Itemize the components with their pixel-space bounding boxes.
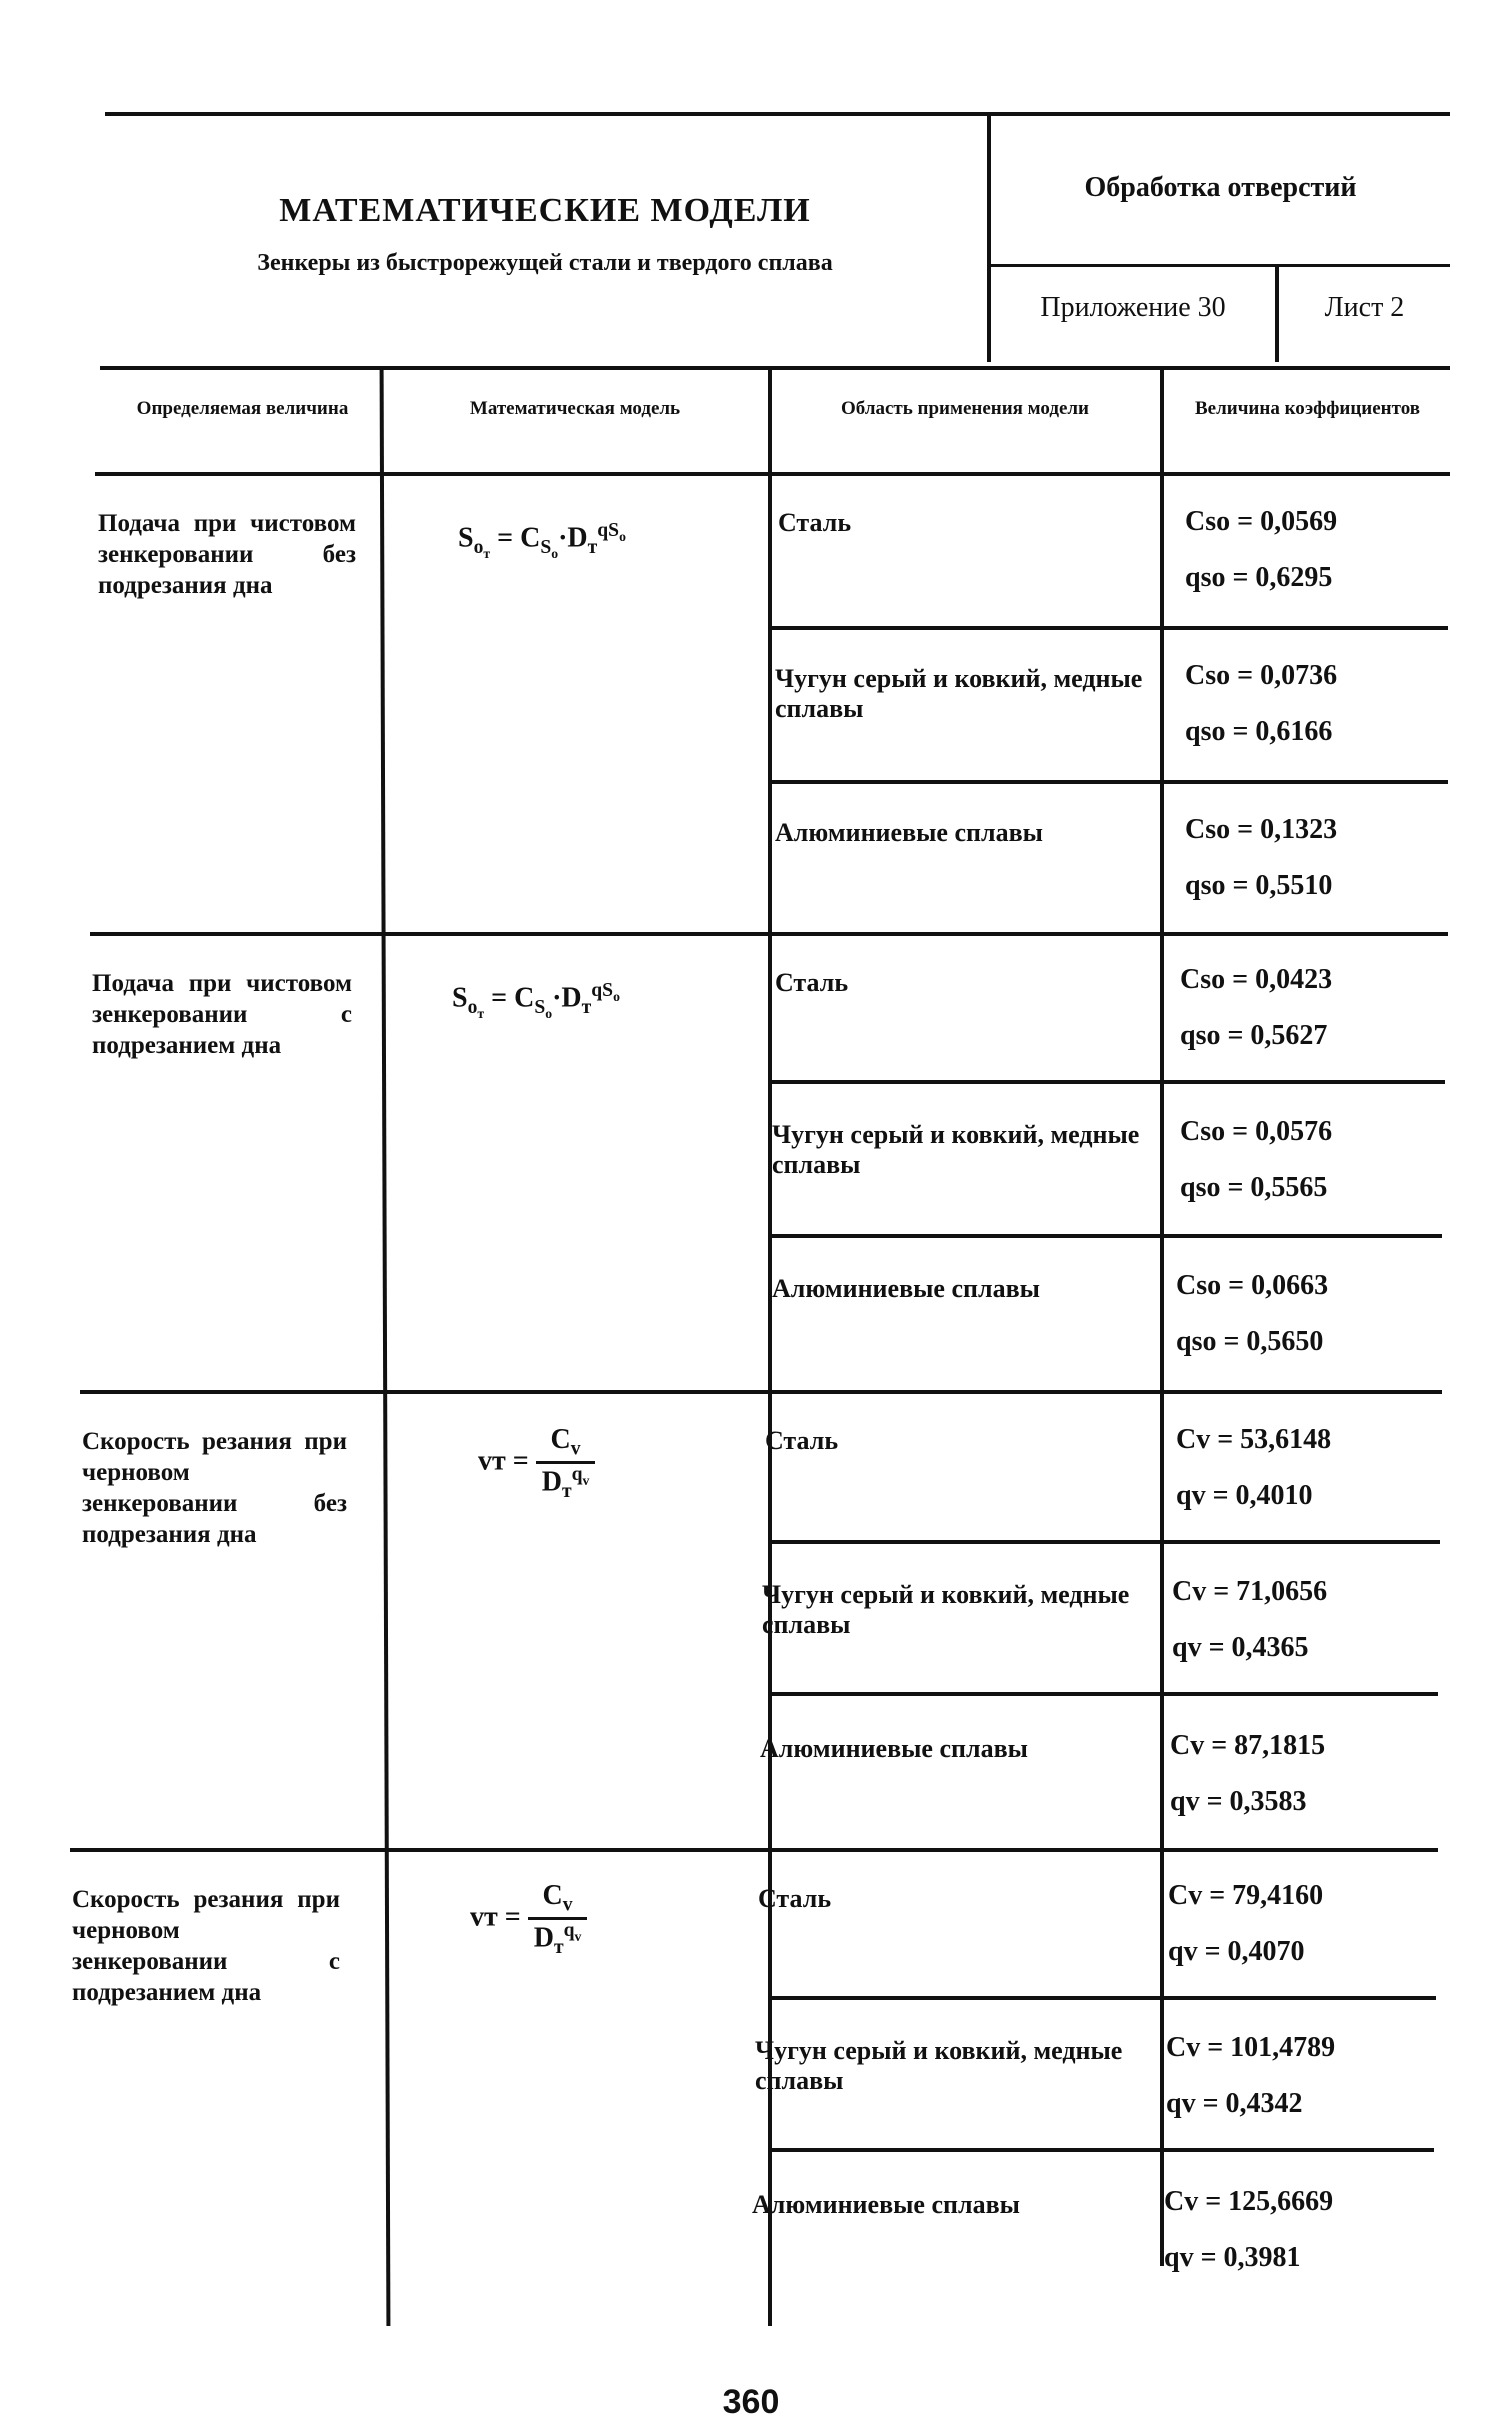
- page-title: МАТЕМАТИЧЕСКИЕ МОДЕЛИ: [279, 192, 811, 229]
- group-rule: [80, 1390, 1442, 1394]
- row-rule: [770, 1540, 1440, 1544]
- row-rule: [770, 1996, 1436, 2000]
- coef-c: Cso = 0,0569: [1185, 506, 1338, 537]
- model-formula: $S_{o_т} = C_{S_o}\cdot D_т^{qS_o}$: [452, 980, 620, 1021]
- column-header-coef: Величина коэффициентов: [1195, 398, 1420, 419]
- area-cell: Сталь: [778, 508, 852, 537]
- appendix-label: Приложение 30: [1040, 292, 1226, 323]
- quantity-cell: Подача при чистовом зенкеровании с подрезанием дна: [92, 970, 352, 1059]
- area-cell: Сталь: [775, 968, 849, 997]
- column-header-area: Область применения модели: [841, 398, 1089, 419]
- model-formula: $S_{o_т} = C_{S_o}\cdot D_т^{qS_o}$: [458, 520, 626, 561]
- area-cell: Алюминиевые сплавы: [760, 1734, 1028, 1763]
- row-rule: [770, 780, 1448, 784]
- coef-q: qv = 0,3583: [1170, 1786, 1307, 1817]
- row-rule: [770, 1080, 1445, 1084]
- column-divider: [380, 366, 391, 2326]
- row-rule: [770, 1234, 1442, 1238]
- coef-q: qso = 0,5510: [1185, 870, 1333, 901]
- coef-q: qv = 0,4070: [1168, 1936, 1305, 1967]
- coef-q: qso = 0,6295: [1185, 562, 1333, 593]
- coef-c: Cv = 79,4160: [1168, 1880, 1324, 1911]
- column-divider: [768, 366, 772, 2326]
- coef-c: Cv = 87,1815: [1170, 1730, 1326, 1761]
- model-fraction: $\frac{C_v}{D_т^{q_v}}$: [536, 1424, 596, 1503]
- coef-q: qv = 0,4365: [1172, 1632, 1309, 1663]
- model-formula: [478, 1424, 595, 1503]
- coef-c: Cso = 0,0576: [1180, 1116, 1333, 1147]
- coef-c: Cv = 125,6669: [1164, 2186, 1334, 2217]
- area-cell: Чугун серый и ковкий, медные сплавы: [772, 1120, 1140, 1179]
- section-label: Обработка отверстий: [1084, 172, 1357, 203]
- model-lhs: vт =: [478, 1445, 529, 1477]
- model-fraction: $\frac{C_v}{D_т^{q_v}}$: [528, 1880, 588, 1959]
- coef-q: qso = 0,5565: [1180, 1172, 1328, 1203]
- column-header-quantity: Определяемая величина: [136, 398, 349, 419]
- table-rule: [100, 366, 1450, 370]
- area-cell: Чугун серый и ковкий, медные сплавы: [762, 1580, 1130, 1639]
- row-rule: [770, 2148, 1434, 2152]
- quantity-cell: Скорость резания при черновом зенкеровании без подрезания дна: [82, 1428, 347, 1548]
- row-rule: [770, 1692, 1438, 1696]
- coef-q: qv = 0,3981: [1164, 2242, 1301, 2273]
- coef-q: qv = 0,4342: [1166, 2088, 1303, 2119]
- page-number: 360: [722, 2383, 780, 2421]
- coef-c: Cso = 0,0736: [1185, 660, 1338, 691]
- quantity-cell: Подача при чистовом зенкеровании без подрезания дна: [98, 510, 356, 599]
- coef-c: Cso = 0,0663: [1176, 1270, 1329, 1301]
- model-lhs: vт =: [470, 1901, 521, 1933]
- column-header-model: Математическая модель: [469, 398, 681, 419]
- coef-q: qso = 0,5650: [1176, 1326, 1324, 1357]
- area-cell: Сталь: [765, 1426, 839, 1455]
- coef-c: Cv = 71,0656: [1172, 1576, 1328, 1607]
- area-cell: Сталь: [758, 1884, 832, 1913]
- coef-c: Cv = 53,6148: [1176, 1424, 1332, 1455]
- page-subtitle: Зенкеры из быстрорежущей стали и твердого сплава: [257, 250, 833, 276]
- coef-c: Cv = 101,4789: [1166, 2032, 1336, 2063]
- coef-c: Cso = 0,0423: [1180, 964, 1333, 995]
- sheet-label: Лист 2: [1324, 292, 1405, 323]
- coef-q: qso = 0,5627: [1180, 1020, 1328, 1051]
- area-cell: Алюминиевые сплавы: [775, 818, 1043, 847]
- coef-c: Cso = 0,1323: [1185, 814, 1338, 845]
- area-cell: Алюминиевые сплавы: [752, 2190, 1020, 2219]
- group-rule: [70, 1848, 1438, 1852]
- area-cell: Чугун серый и ковкий, медные сплавы: [775, 664, 1143, 723]
- table-rule: [95, 472, 1450, 476]
- area-cell: Чугун серый и ковкий, медные сплавы: [755, 2036, 1123, 2095]
- coef-q: qv = 0,4010: [1176, 1480, 1313, 1511]
- column-divider: [1160, 366, 1164, 2266]
- coef-q: qso = 0,6166: [1185, 716, 1333, 747]
- row-rule: [770, 626, 1448, 630]
- model-formula: [470, 1880, 587, 1959]
- quantity-cell: Скорость резания при черновом зенкеровании с подрезанием дна: [72, 1886, 340, 2006]
- group-rule: [90, 932, 1448, 936]
- area-cell: Алюминиевые сплавы: [772, 1274, 1040, 1303]
